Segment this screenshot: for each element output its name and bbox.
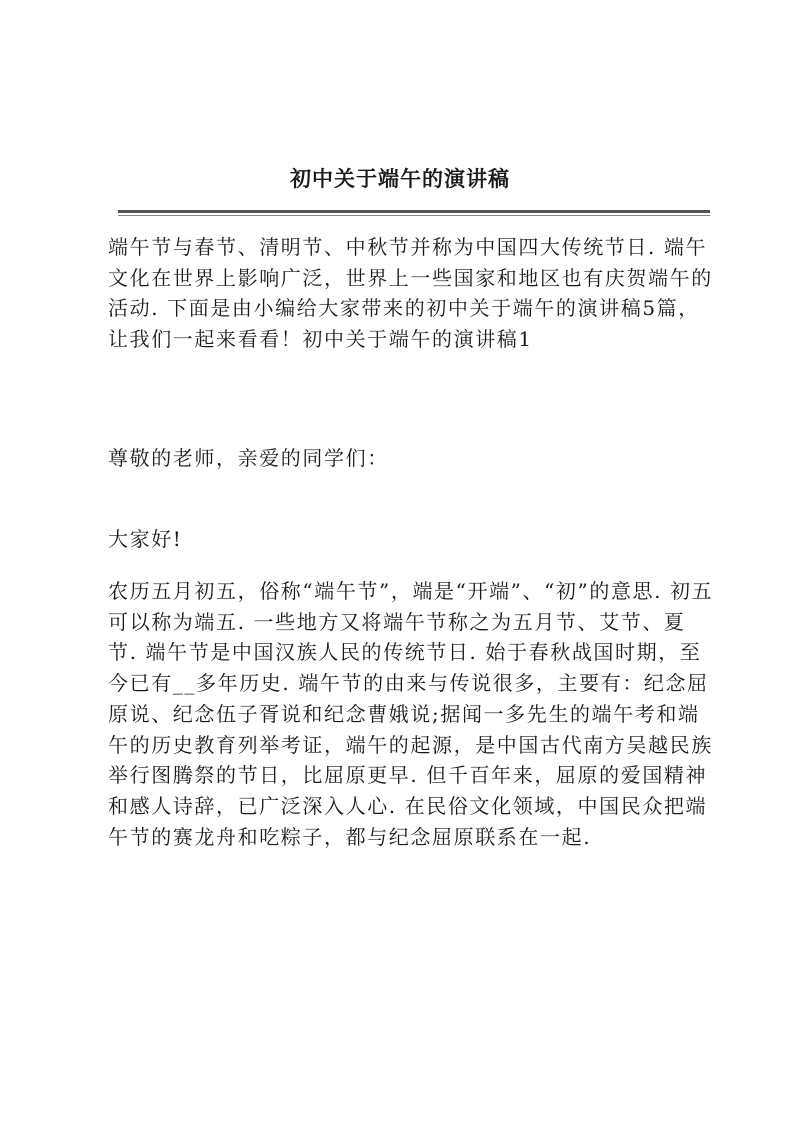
intro-paragraph: 端午节与春节、清明节、中秋节并称为中国四大传统节日. 端午文化在世界上影响广泛，世界上一些国家和地区也有庆贺端午的活动. 下面是由小编给大家带来的初中关于端午的演讲稿5篇，让我们一起来看看！初中关于端午的演讲稿1 [108,235,713,352]
document-title: 初中关于端午的演讲稿 [290,166,510,191]
body-paragraph: 农历五月初五，俗称“端午节”，端是“开端”、“初”的意思. 初五可以称为端五. 一些地方又将端午节称之为五月节、艾节、夏节. 端午节是中国汉族人民的传统节日. 始于春秋战国时期，至今已有__多年历史. 端午节的由来与传说很多，主要有：纪念屈原说、纪念伍子胥说和纪念曹娥说;据闻一多先生的端午考和端午的历史教育列举考证，端午的起源，是中国古代南方吴越民族举行图腾祭的节日，比屈原更早. 但千百年来，屈原的爱国精神和感人诗辞，已广泛深入人心. 在民俗文化领域，中国民众把端午节的赛龙舟和吃粽子，都与纪念屈原联系在一起. [108,579,714,849]
title-underline-thin [118,215,710,216]
title-underline [118,210,710,213]
greeting-paragraph: 大家好! [108,527,183,551]
salutation-paragraph: 尊敬的老师，亲爱的同学们： [108,446,389,470]
